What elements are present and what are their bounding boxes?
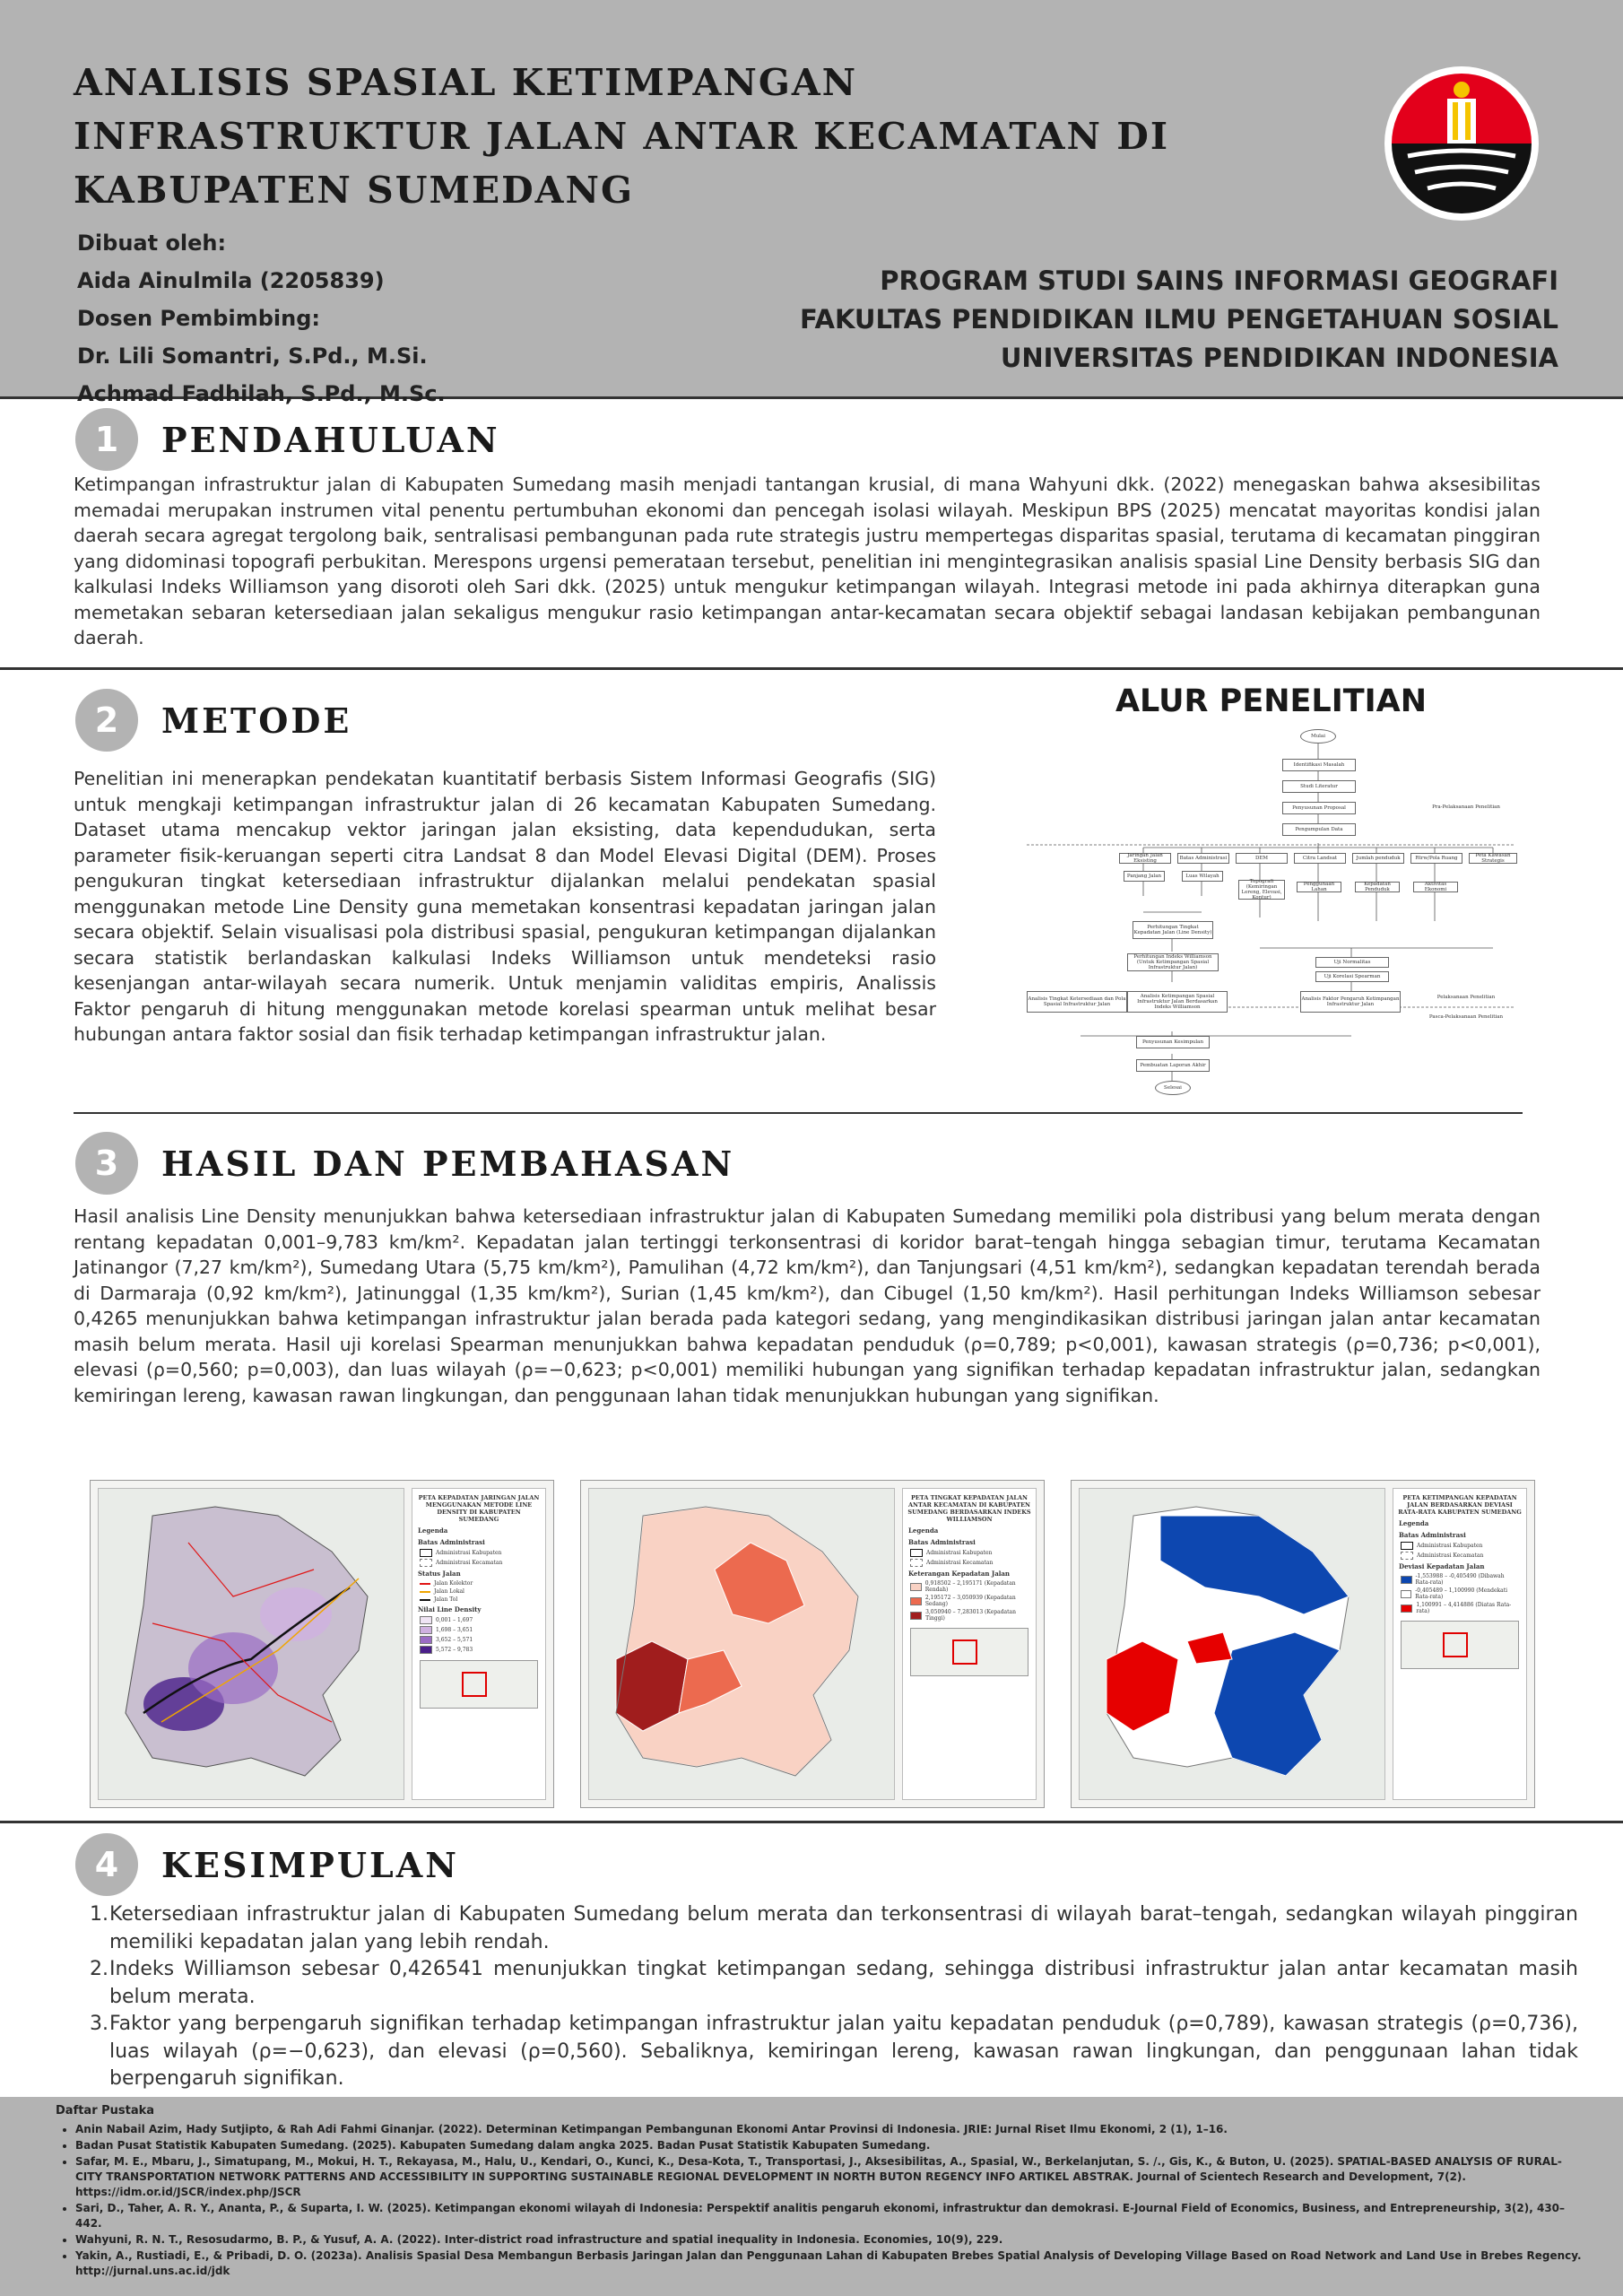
header-band bbox=[0, 0, 1623, 406]
poster-title bbox=[74, 56, 1311, 217]
introduction-text: Ketimpangan infrastruktur jalan di Kabupaten Sumedang masih menjadi tantangan krusial, di mana Wahyuni dkk. (2022) menegaskan bahwa aksesibilitas memadai merupakan instrumen vital penentu pertumbuhan ekonomi dan pencegah isolasi wilayah. Meskipun BPS (2025) mencatat mayoritas kondisi jalan daerah secara agregat tergolong baik, sentralisasi pembangunan pada rute strategis justru mempertegas disparitas spasial, terutama di kecamatan pinggiran yang didominasi topografi perbukitan. Merespons urgensi pemerataan tersebut, penelitian ini mengintegrasikan analisis spasial Line Density berbasis SIG dan kalkulasi Indeks Williamson yang disoroti oleh Sari dkk. (2025) untuk mengukur ketimpangan wilayah. Integrasi metode ini pada akhirnya diterapkan guna memetakan sebaran ketersediaan jalan sekaligus mengukur rasio ketimpangan antar-kecamatan secara objektif sebagai landasan kebijakan pembangunan daerah. bbox=[74, 474, 1541, 648]
flow-stage-label: Pasca-Pelaksanaan Penelitian bbox=[1428, 1014, 1504, 1020]
flow-step: Identifikasi Masalah bbox=[1282, 759, 1356, 771]
section-2-header bbox=[75, 689, 352, 752]
section-number: 4 bbox=[75, 1833, 138, 1896]
legend-group: Batas Administrasi bbox=[908, 1538, 976, 1546]
flow-title: ALUR PENELITIAN bbox=[1115, 683, 1428, 719]
section-title: KESIMPULAN bbox=[161, 1844, 459, 1885]
conclusion-item: 2. Indeks Williamson sebesar 0,426541 menunjukkan tingkat ketimpangan sedang, sehingga distribusi infrastruktur jalan antar kecamatan masih belum merata. bbox=[90, 1958, 1578, 2008]
flow-data: Peta Kawasan Strategis bbox=[1469, 853, 1517, 864]
legend-group: Nilai Line Density bbox=[418, 1605, 482, 1613]
flow-data: Rtrw/Pola Ruang bbox=[1410, 853, 1462, 864]
flow-process: Aktivitas Ekonomi bbox=[1413, 882, 1458, 892]
section-divider bbox=[74, 1112, 1523, 1114]
map-shape-line-density bbox=[99, 1489, 404, 1799]
program-line: UNIVERSITAS PENDIDIKAN INDONESIA bbox=[1000, 343, 1558, 373]
reference-item: • Yakin, A., Rustiadi, E., & Pribadi, D. O. (2023a). Analisis Spasial Desa Membangun Berbasis Jaringan Jalan dan Penggunaan Lahan di Kabupaten Brebes Spatial Analysis of Developing Village Based on Road Network and Land Use in Brebes Regency. http://jurnal.uns.ac.id/jdk bbox=[75, 2248, 1582, 2279]
section-1-header bbox=[75, 408, 500, 471]
map-title: PETA KEPADATAN JARINGAN JALAN MENGGUNAKAN METODE LINE DENSITY DI KABUPATEN SUMEDANG bbox=[418, 1494, 540, 1523]
legend-item: 3,050940 – 7,283013 (Kepadatan Tinggi) bbox=[903, 1608, 1036, 1622]
legend-item: 0,001 – 1,697 bbox=[412, 1615, 545, 1625]
flow-step: Studi Literatur bbox=[1282, 780, 1356, 793]
flow-process: Panjang Jalan bbox=[1124, 871, 1165, 882]
inset-highlight bbox=[1443, 1632, 1468, 1657]
author-label: Dibuat oleh: bbox=[77, 230, 227, 256]
conclusion-list bbox=[90, 1901, 1578, 2093]
legend-item: Administrasi Kabupaten bbox=[412, 1548, 545, 1558]
university-logo bbox=[1381, 63, 1542, 224]
reference-item: • Anin Nabail Azim, Hady Sutjipto, & Rah Adi Fahmi Ginanjar. (2022). Determinan Ketimpangan Pembangunan Ekonomi Antar Provinsi di Indonesia. JRIE: Jurnal Riset Ilmu Ekonomi, 2 (1), 1–16. bbox=[75, 2122, 1582, 2137]
flow-line-density: Perhitungan Tingkat Kepadatan Jalan (Line Density) bbox=[1133, 921, 1213, 939]
map-shape-deviation bbox=[1080, 1489, 1384, 1799]
conclusion-item: 1. Ketersediaan infrastruktur jalan di Kabupaten Sumedang belum merata dan terkonsentrasi di wilayah barat–tengah, sedangkan wilayah pinggiran memiliki kepadatan jalan yang lebih rendah. bbox=[90, 1903, 1578, 1953]
section-title: HASIL DAN PEMBAHASAN bbox=[161, 1143, 735, 1184]
flow-data: Jaringan Jalan Eksisting bbox=[1119, 853, 1171, 864]
legend-item: -1,553988 – -0,405490 (Dibawah Rata-rata) bbox=[1393, 1572, 1526, 1587]
inset-highlight bbox=[462, 1672, 487, 1697]
flow-data: Batas Administrasi bbox=[1177, 853, 1229, 864]
flow-step: Pembuatan Laporan Akhir bbox=[1136, 1059, 1210, 1072]
map-legend bbox=[902, 1488, 1037, 1800]
title-line: ANALISIS SPASIAL KETIMPANGAN bbox=[74, 61, 858, 104]
legend-group: Keterangan Kepadatan Jalan bbox=[908, 1570, 1011, 1578]
flow-process: Kepadatan Penduduk bbox=[1355, 882, 1400, 892]
map-title: PETA KETIMPANGAN KEPADATAN JALAN BERDASARKAN DEVIASI RATA-RATA KABUPATEN SUMEDANG bbox=[1398, 1494, 1522, 1516]
reference-item: • Safar, M. E., Mbaru, J., Simatupang, M., Mokui, H. T., Rekayasa, M., Halu, U., Kendari, O., Kunci, K., Desa-Kota, T., Transportasi, J., Aksesibilitas, A., Spasial, W., Berkelanjutan, S. /., Gis, K., & Buton, U. (2025). SPATIAL-BASED ANALYSIS OF RURAL-CITY TRANSPORTATION NETWORK PATTERNS AND ACCESSIBILITY IN SUPPORTING SUSTAINABLE REGIONAL DEVELOPMENT IN NORTH BUTON REGENCY INFO ARTIKEL ABSTRAK. Journal of Scientech Research and Development, 7(2). https://idm.or.id/JSCR/index.php/JSCR bbox=[75, 2154, 1582, 2200]
flow-analysis: Analisis Faktor Pengaruh Ketimpangan Infrastruktur Jalan bbox=[1300, 991, 1401, 1013]
map-legend bbox=[412, 1488, 546, 1800]
section-number: 2 bbox=[75, 689, 138, 752]
legend-item: 1,100991 – 4,414886 (Diatas Rata-rata) bbox=[1393, 1601, 1526, 1615]
legend-group: Batas Administrasi bbox=[418, 1538, 485, 1546]
flow-analysis: Analisis Tingkat Ketersediaan dan Pola Spasial Infrastruktur Jalan bbox=[1027, 991, 1127, 1013]
flow-data: Jumlah penduduk bbox=[1352, 853, 1404, 864]
flow-connectors bbox=[1027, 722, 1515, 1099]
legend-item: 3,652 – 5,571 bbox=[412, 1635, 545, 1645]
flow-process: Topografi (Kemiringan Lereng, Elevasi, Kontur) bbox=[1238, 880, 1285, 900]
flow-data: DEM bbox=[1236, 853, 1288, 864]
program-block bbox=[800, 262, 1558, 378]
section-number: 3 bbox=[75, 1132, 138, 1195]
section-4-header bbox=[75, 1833, 459, 1896]
flow-data: Citra Landsat bbox=[1294, 853, 1346, 864]
title-line: INFRASTRUKTUR JALAN ANTAR KECAMATAN DI bbox=[74, 115, 1169, 158]
map-line-density bbox=[90, 1480, 554, 1808]
legend-item: Administrasi Kecamatan bbox=[903, 1558, 1036, 1568]
flow-normality: Uji Normalitas bbox=[1315, 957, 1389, 968]
flow-step: Penyusunan Kesimpulan bbox=[1136, 1036, 1210, 1048]
legend-item: Administrasi Kabupaten bbox=[1393, 1541, 1526, 1551]
program-line: PROGRAM STUDI SAINS INFORMASI GEOGRAFI bbox=[880, 265, 1558, 296]
flow-correlation: Uji Korelasi Spearman bbox=[1315, 971, 1389, 982]
legend-item: 2,195172 – 3,050939 (Kepadatan Sedang) bbox=[903, 1594, 1036, 1608]
program-line: FAKULTAS PENDIDIKAN ILMU PENGETAHUAN SOSIAL bbox=[800, 304, 1558, 335]
title-line: KABUPATEN SUMEDANG bbox=[74, 169, 634, 212]
legend-group: Status Jalan bbox=[418, 1570, 461, 1578]
flow-step: Pengumpulan Data bbox=[1282, 823, 1356, 836]
section-number: 1 bbox=[75, 408, 138, 471]
map-shape-williamson bbox=[589, 1489, 894, 1799]
flow-analysis: Analisis Ketimpangan Spasial Infrastruktur Jalan Berdasarkan Indeks Williamson bbox=[1127, 991, 1228, 1013]
map-williamson bbox=[580, 1480, 1045, 1808]
legend-item: 0,918502 – 2,195171 (Kepadatan Rendah) bbox=[903, 1579, 1036, 1594]
supervisor-label: Dosen Pembimbing: bbox=[77, 306, 320, 331]
legend-item: -0,405489 – 1,100990 (Mendekati Rata-rata) bbox=[1393, 1587, 1526, 1601]
supervisor-name: Dr. Lili Somantri, S.Pd., M.Si. bbox=[77, 344, 428, 369]
inset-map bbox=[910, 1628, 1028, 1676]
section-divider bbox=[0, 667, 1623, 670]
inset-map bbox=[1401, 1621, 1519, 1669]
legend-heading: Legenda bbox=[1399, 1519, 1429, 1527]
map-view bbox=[588, 1488, 895, 1800]
legend-group: Batas Administrasi bbox=[1399, 1531, 1466, 1539]
references-list bbox=[59, 2122, 1582, 2280]
conclusion-item: 3. Faktor yang berpengaruh signifikan terhadap ketimpangan infrastruktur jalan yaitu kepadatan penduduk (ρ=0,789), kawasan strategis (ρ=0,736), luas wilayah (ρ=−0,623), dan elevasi (ρ=0,560). Sebaliknya, kemiringan lereng, kawasan rawan lingkungan, dan penggunaan lahan tidak berpengaruh signifikan. bbox=[90, 2013, 1578, 2090]
flow-start: Mulai bbox=[1300, 729, 1336, 744]
map-legend bbox=[1393, 1488, 1527, 1800]
section-title: PENDAHULUAN bbox=[161, 419, 500, 460]
legend-group: Deviasi Kepadatan Jalan bbox=[1399, 1562, 1485, 1570]
legend-heading: Legenda bbox=[418, 1526, 448, 1535]
flow-step: Penyusunan Proposal bbox=[1282, 802, 1356, 814]
map-deviation bbox=[1071, 1480, 1535, 1808]
inset-map bbox=[420, 1660, 538, 1709]
supervisor-name: Achmad Fadhilah, S.Pd., M.Sc. bbox=[77, 381, 446, 406]
reference-item: • Sari, D., Taher, A. R. Y., Ananta, P., & Suparta, I. W. (2025). Ketimpangan ekonomi wilayah di Indonesia: Perspektif analitis pengaruh ekonomi, infrastruktur dan demokrasi. E-Journal Field of Economics, Business, and Entrepreneurship, 3(2), 430–442. bbox=[75, 2201, 1582, 2231]
author-name: Aida Ainulmila (2205839) bbox=[77, 268, 385, 293]
reference-item: • Badan Pusat Statistik Kabupaten Sumedang. (2025). Kabupaten Sumedang dalam angka 2025. Badan Pusat Statistik Kabupaten Sumedang. bbox=[75, 2138, 1582, 2153]
flow-process: Luas Wilayah bbox=[1182, 871, 1223, 882]
results-text: Hasil analisis Line Density menunjukkan bahwa ketersediaan infrastruktur jalan di Kabupaten Sumedang memiliki pola distribusi yang belum merata dengan rentang kepadatan 0,001–9,783 km/km². Kepadatan jalan tertinggi terkonsentrasi di koridor barat–tengah hingga sebagian timur, terutama Kecamatan Jatinangor (7,27 km/km²), Sumedang Utara (5,75 km/km²), Pamulihan (4,72 km/km²), dan Tanjungsari (4,51 km/km²), sedangkan kepadatan terendah berada di Darmaraja (0,92 km/km²), Jatinunggal (1,35 km/km²), Surian (1,45 km/km²), dan Cibugel (1,50 km/km²). Hasil perhitungan Indeks Williamson sebesar 0,4265 menunjukkan bahwa ketimpangan infrastruktur jalan berada pada kategori sedang, yang mengindikasikan distribusi jaringan jalan antar kecamatan masih belum merata. Hasil uji korelasi Spearman menunjukkan bahwa kepadatan penduduk (ρ=0,789; p<0,001), kawasan strategis (ρ=0,736; p<0,001), elevasi (ρ=0,560; p=0,003), dan luas wilayah (ρ=−0,623; p<0,001) memiliki hubungan yang signifikan terhadap kepadatan infrastruktur jalan, sedangkan kemiringan lereng, kawasan rawan lingkungan, dan penggunaan lahan tidak menunjukkan hubungan yang signifikan. bbox=[74, 1205, 1541, 1406]
legend-item: Jalan Lokal bbox=[412, 1587, 545, 1596]
flow-stage-label: Pelaksanaan Penelitian bbox=[1436, 995, 1496, 1000]
flow-end: Selesai bbox=[1155, 1081, 1191, 1095]
reference-item: • Wahyuni, R. N. T., Resosudarmo, B. P., & Yusuf, A. A. (2022). Inter-district road infrastructure and spatial inequality in Indonesia. Economies, 10(9), 229. bbox=[75, 2232, 1582, 2248]
legend-item: Administrasi Kecamatan bbox=[412, 1558, 545, 1568]
references-title: Daftar Pustaka bbox=[56, 2104, 155, 2118]
flow-williamson: Perhitungan Indeks Williamson (Untuk Ketimpangan Spasial Infrastruktur Jalan) bbox=[1127, 953, 1219, 971]
author-block bbox=[77, 224, 446, 413]
references-band bbox=[0, 2097, 1623, 2296]
flow-process: Penggunaan Lahan bbox=[1297, 882, 1341, 892]
legend-item: Jalan Tol bbox=[412, 1596, 545, 1604]
map-title: PETA TINGKAT KEPADATAN JALAN ANTAR KECAMATAN DI KABUPATEN SUMEDANG BERDASARKAN INDEKS WILLIAMSON bbox=[907, 1494, 1031, 1523]
legend-item: 1,698 – 3,651 bbox=[412, 1625, 545, 1635]
section-divider bbox=[0, 1821, 1623, 1823]
map-view bbox=[1079, 1488, 1385, 1800]
legend-item: Administrasi Kabupaten bbox=[903, 1548, 1036, 1558]
legend-item: 5,572 – 9,783 bbox=[412, 1645, 545, 1655]
map-view bbox=[98, 1488, 404, 1800]
section-title: METODE bbox=[161, 700, 352, 741]
legend-item: Jalan Kolektor bbox=[412, 1579, 545, 1587]
inset-highlight bbox=[952, 1639, 977, 1665]
method-text: Penelitian ini menerapkan pendekatan kuantitatif berbasis Sistem Informasi Geografis (SIG) untuk mengkaji ketimpangan infrastruktur jalan di 26 kecamatan Kabupaten Sumedang. Dataset utama mencakup vektor jaringan jalan eksisting, data kependudukan, serta parameter fisik-keruangan seperti citra Landsat 8 dan Model Elevasi Digital (DEM). Proses pengukuran tingkat ketersediaan infrastruktur dijalankan melalui pendekatan spasial menggunakan metode Line Density guna memetakan konsentrasi kepadatan jaringan jalan secara objektif. Selain visualisasi pola distribusi spasial, pengukuran ketimpangan dijalankan secara statistik berlandaskan kalkulasi Indeks Williamson untuk mendeteksi rasio kesenjangan antar-wilayah secara numerik. Untuk menjamin validitas empiris, Analissis Faktor pengaruh di hitung menggunakan metode korelasi spearman untuk melihat besar hubungan antara faktor sosial dan fisik terhadap ketimpangan infrastruktur jalan. bbox=[74, 768, 936, 1045]
flow-stage-label: Pra-Pelaksanaan Penelitian bbox=[1432, 804, 1500, 810]
legend-heading: Legenda bbox=[908, 1526, 939, 1535]
research-flow-diagram bbox=[1027, 722, 1515, 1099]
section-3-header bbox=[75, 1132, 734, 1195]
legend-item: Administrasi Kecamatan bbox=[1393, 1551, 1526, 1561]
